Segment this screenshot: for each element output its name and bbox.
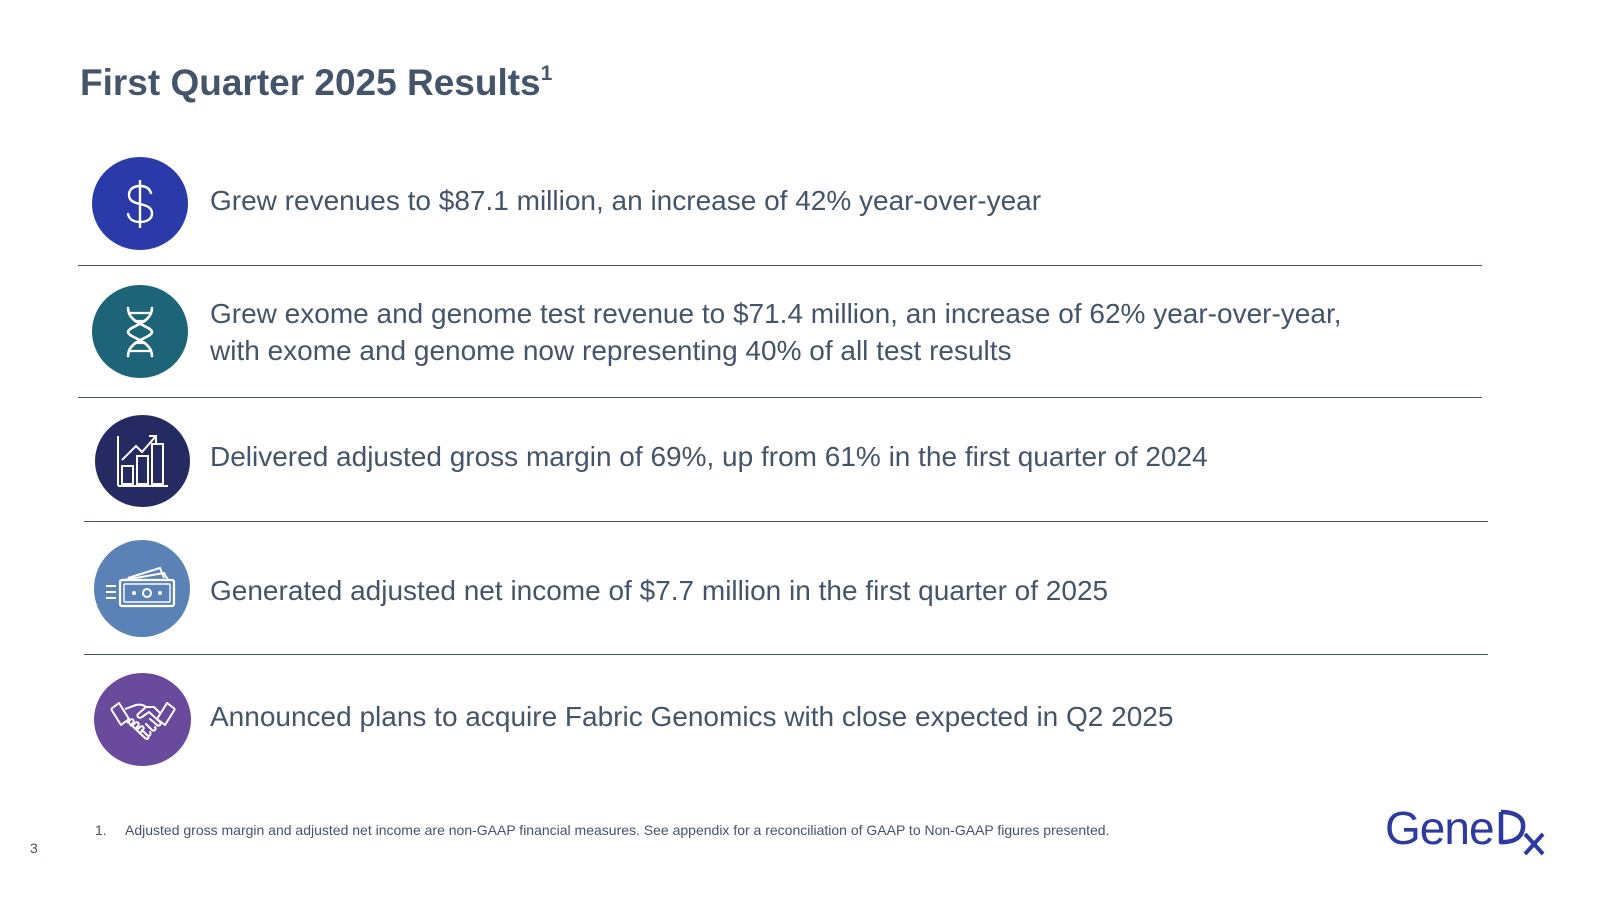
income-icon-circle <box>94 540 190 637</box>
row-divider <box>78 265 1482 266</box>
income-text <box>210 572 1108 609</box>
page-number: 3 <box>30 840 38 856</box>
cash-icon <box>102 564 182 614</box>
acquisition-text <box>210 698 1173 735</box>
row-line: Announced plans to acquire Fabric Genomics with close expected in Q2 2025 <box>210 701 1174 732</box>
svg-text:Gene: Gene <box>1385 804 1494 854</box>
handshake-icon <box>108 695 178 745</box>
margin-text <box>210 438 1208 475</box>
dna-icon <box>112 302 168 362</box>
title-footnote-marker: 1 <box>540 61 553 85</box>
row-line: Grew revenues to $87.1 million, an increase of 42% year-over-year <box>210 185 1042 216</box>
revenue-icon-circle <box>92 157 188 250</box>
footnote-number: 1. <box>95 822 107 838</box>
footnote-text: Adjusted gross margin and adjusted net income are non-GAAP financial measures. See appendix for a reconciliation of GAAP to Non-GAAP figures presented. <box>125 822 1110 838</box>
row-divider <box>78 397 1482 398</box>
row-divider <box>84 521 1488 522</box>
row-divider <box>84 654 1488 655</box>
row-line: Delivered adjusted gross margin of 69%, up from 61% in the first quarter of 2024 <box>210 441 1208 472</box>
exome-icon-circle <box>92 285 188 378</box>
slide-title-text: First Quarter 2025 Results <box>80 62 541 103</box>
footnote <box>95 822 1109 838</box>
slide-title <box>80 62 552 104</box>
exome-text <box>210 295 1342 369</box>
row-line: with exome and genome now representing 40% of all test results <box>210 335 1012 366</box>
row-line: Grew exome and genome test revenue to $71.4 million, an increase of 62% year-over-year, <box>210 298 1342 329</box>
margin-icon-circle <box>95 415 190 507</box>
genedx-logo <box>1385 804 1565 856</box>
revenue-text <box>210 182 1041 219</box>
dollar-icon <box>110 174 170 234</box>
row-line: Generated adjusted net income of $7.7 million in the first quarter of 2025 <box>210 575 1109 606</box>
acquisition-icon-circle <box>94 673 191 766</box>
bar-chart-growth-icon <box>112 432 174 490</box>
